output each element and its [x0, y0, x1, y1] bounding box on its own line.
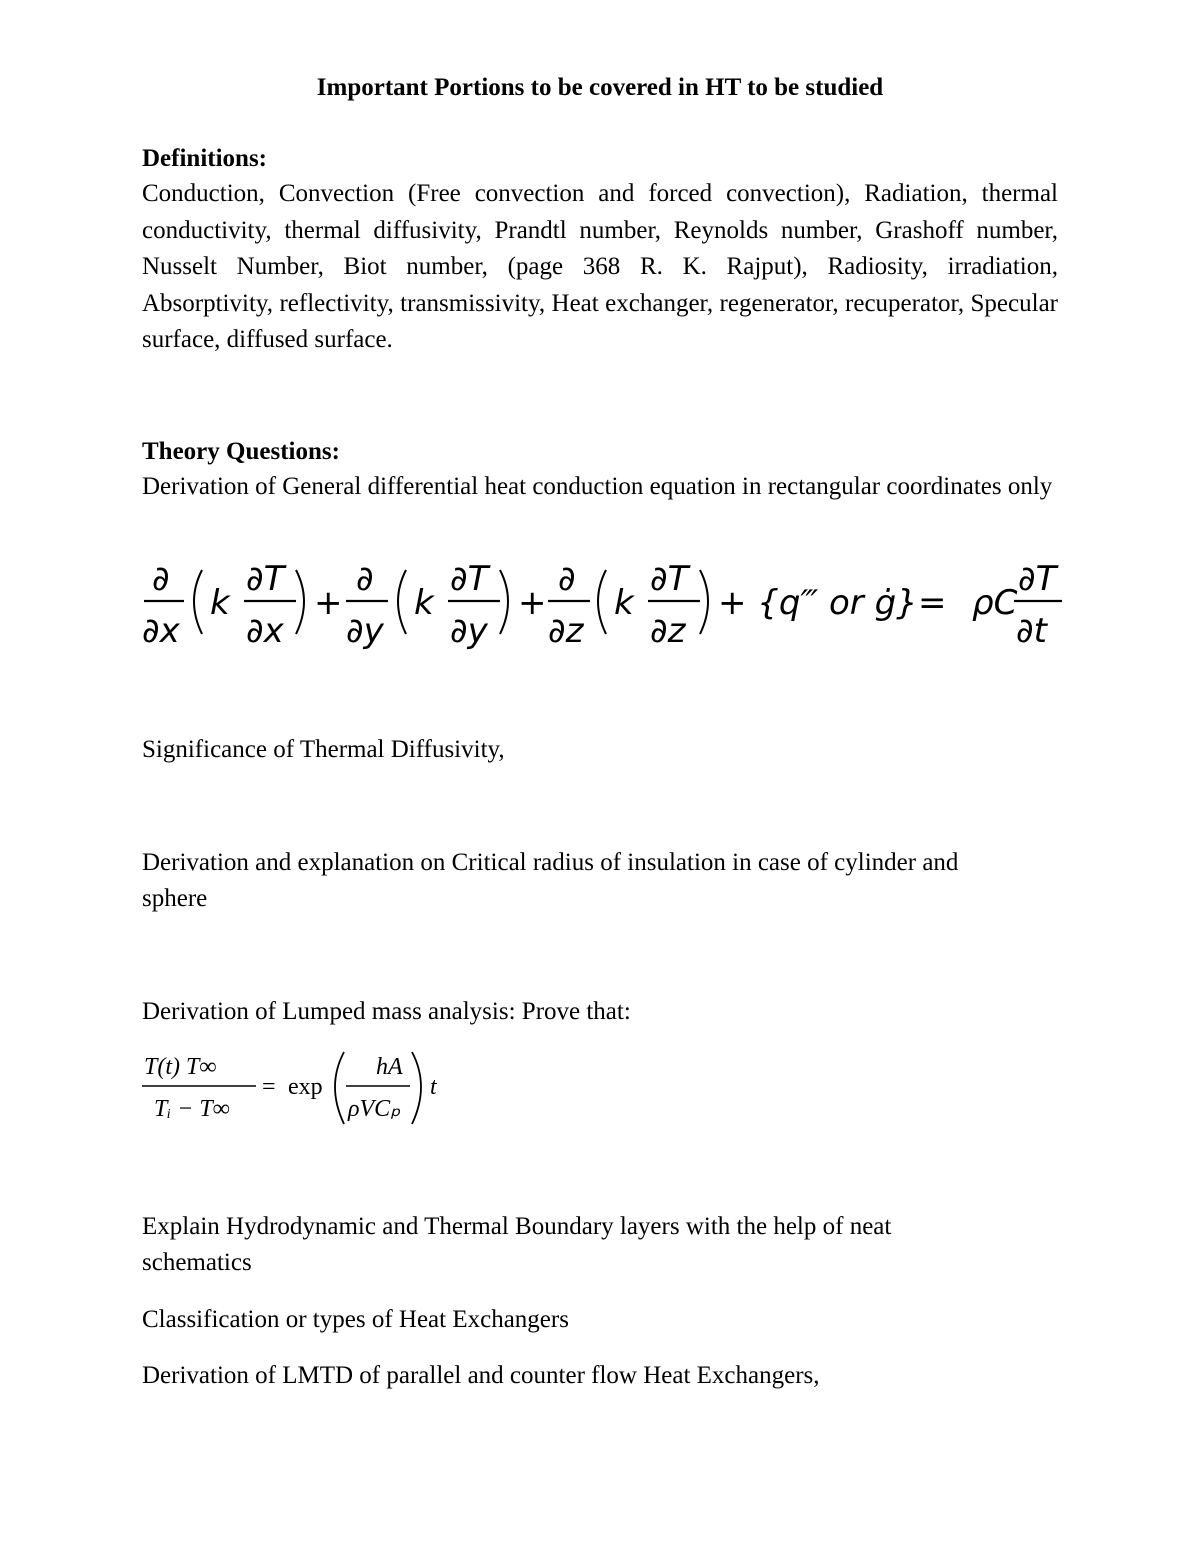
question-lmtd: Derivation of LMTD of parallel and counter flow Heat Exchangers,	[142, 1362, 820, 1389]
lumped-exp: exp	[288, 1074, 323, 1100]
eq-dx-2: ∂x	[246, 611, 284, 651]
definitions-heading: Definitions:	[142, 145, 267, 172]
eq-dy-2: ∂y	[450, 611, 488, 651]
eq-plus-2: +	[518, 583, 547, 623]
question-boundary-layers-line2: schematics	[142, 1249, 252, 1276]
eq-partial-1: ∂	[152, 559, 170, 599]
lumped-mass-equation	[140, 1046, 460, 1141]
eq-dx-1: ∂x	[142, 611, 180, 651]
eq-dz-1: ∂z	[548, 611, 584, 651]
eq-rhoC: ρC	[972, 583, 1018, 623]
question-thermal-diffusivity: Significance of Thermal Diffusivity,	[142, 736, 505, 763]
question-lumped-mass: Derivation of Lumped mass analysis: Prove that:	[142, 998, 631, 1025]
question-heat-conduction: Derivation of General differential heat conduction equation in rectangular coordinates only	[142, 473, 1053, 500]
eq-partial-2: ∂	[356, 559, 374, 599]
eq-dz-2: ∂z	[650, 611, 686, 651]
question-critical-radius-line2: sphere	[142, 885, 208, 912]
lumped-t: t	[430, 1074, 437, 1100]
lumped-frac-num: hA	[376, 1054, 403, 1080]
eq-dT-2: ∂T	[450, 559, 489, 599]
page-title: Important Portions to be covered in HT to be studied	[316, 74, 884, 101]
lumped-equals: =	[262, 1074, 276, 1100]
question-critical-radius-line1: Derivation and explanation on Critical radius of insulation in case of cylinder and	[142, 849, 959, 876]
eq-dy-1: ∂y	[346, 611, 384, 651]
eq-dt: ∂t	[1016, 611, 1047, 651]
eq-dT-3: ∂T	[650, 559, 689, 599]
lumped-frac-den: ρVCₚ	[348, 1096, 401, 1122]
eq-k-2: k	[414, 583, 434, 623]
heat-conduction-equation	[140, 556, 1070, 661]
eq-k-1: k	[210, 583, 230, 623]
question-heat-exchanger-types: Classification or types of Heat Exchangers	[142, 1306, 569, 1333]
lumped-denominator: Tᵢ − T∞	[154, 1096, 230, 1122]
lumped-numerator: T(t) T∞	[144, 1054, 217, 1080]
eq-dT-1: ∂T	[246, 559, 285, 599]
eq-partial-3: ∂	[558, 559, 576, 599]
definitions-text: Conduction, Convection (Free convection and forced convection), Radiation, thermal conductivity, thermal diffusivity, Prandtl number, Reynolds number, Grashoff number, Nusselt Number, Biot number, (page 368 R. K. Rajput), Radiosity, irradiation, Absorptivity, reflectivity, transmissivity, Heat exchanger, regenerator, recuperator, Specular surface, diffused surface.	[142, 180, 1058, 354]
eq-plus-1: +	[314, 583, 343, 623]
eq-source-term: + {q‴ or ġ}	[718, 583, 918, 623]
eq-dT-4: ∂T	[1018, 559, 1057, 599]
eq-equals: =	[918, 583, 947, 623]
theory-heading: Theory Questions:	[142, 438, 340, 465]
eq-k-3: k	[614, 583, 634, 623]
question-boundary-layers-line1: Explain Hydrodynamic and Thermal Boundary layers with the help of neat	[142, 1213, 892, 1240]
